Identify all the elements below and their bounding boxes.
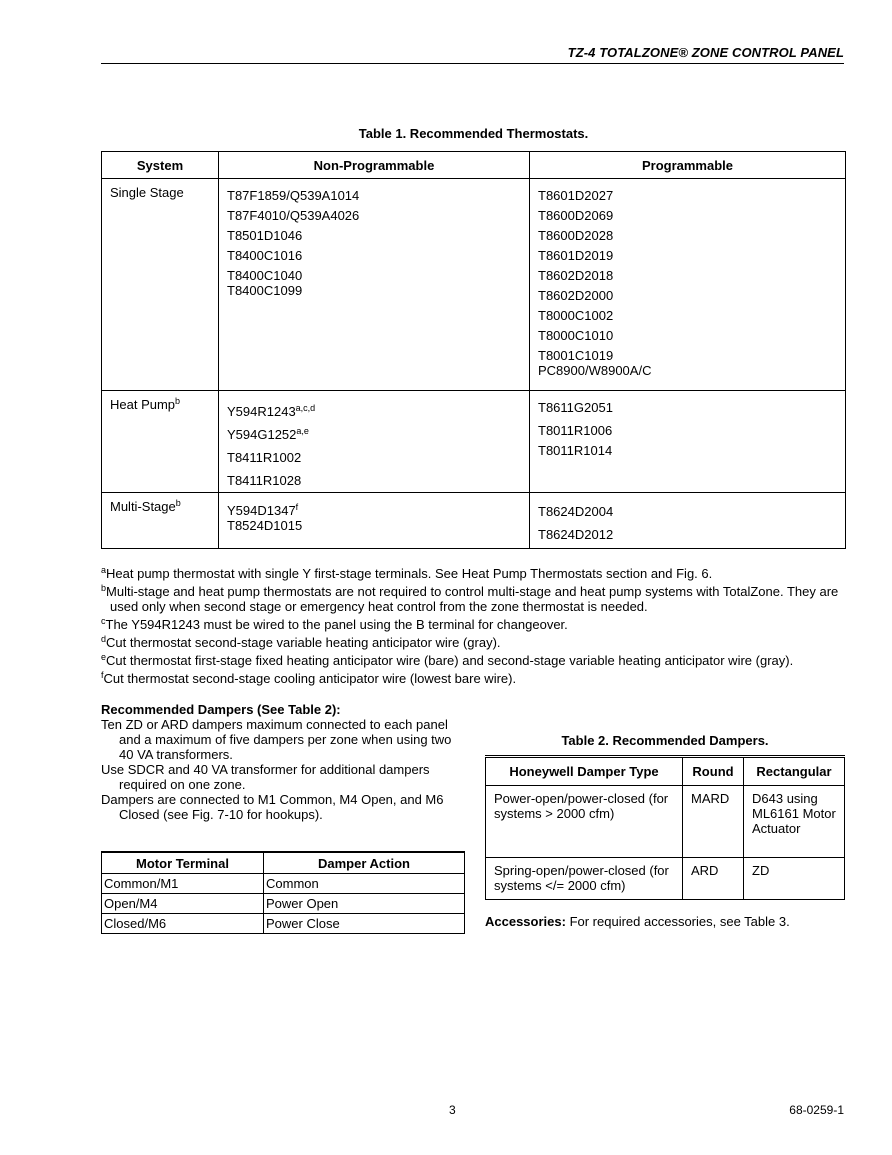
system-label: Single Stage xyxy=(110,185,184,200)
non-programmable-cell xyxy=(219,391,530,493)
motor-table-header-row xyxy=(102,852,465,874)
table-row xyxy=(102,493,846,549)
thermostat-model: T87F1859/Q539A1014 xyxy=(227,188,360,203)
damper-type-cell: Power-open/power-closed (for systems > 2000 cfm) xyxy=(486,786,683,858)
footnote-ref: a,e xyxy=(296,426,309,436)
footnote: $^b$Multi-stage and heat pump thermostats are not required to control multi-stage and heat pump systems with TotalZone. They are used only when second stage or emergency heat control from the zone thermostat is needed. xyxy=(101,583,839,614)
round-cell: MARD xyxy=(683,786,744,858)
section-heading: Recommended Dampers (See Table 2): xyxy=(101,702,341,717)
motor-terminal-cell: Open/M4 xyxy=(102,894,264,914)
damper-action-cell: Power Open xyxy=(264,894,465,914)
thermostat-model: T8602D2000 xyxy=(538,288,614,303)
accessories-note xyxy=(485,914,790,929)
page-number: 3 xyxy=(449,1103,456,1117)
footnote: $^f$Cut thermostat second-stage cooling anticipator wire (lowest bare wire). xyxy=(101,670,517,686)
recommended-dampers-table xyxy=(485,755,845,900)
thermostat-model: T8601D2019 xyxy=(538,248,614,263)
table-row xyxy=(102,179,846,391)
thermostat-model: T8411R1028 xyxy=(227,473,302,488)
header-rule xyxy=(101,63,844,64)
thermostat-model: T8501D1046 xyxy=(227,228,303,243)
accessories-text: For required accessories, see Table 3. xyxy=(565,914,790,929)
recommended-thermostats-table xyxy=(101,151,846,549)
thermostat-model: T8624D2004 xyxy=(538,504,614,519)
footnotes xyxy=(101,566,846,689)
rectangular-cell: D643 using ML6161 Motor Actuator xyxy=(744,786,845,858)
footnote-ref: f xyxy=(295,502,299,512)
table-row xyxy=(102,894,465,914)
thermostat-model: T8011R1006 xyxy=(538,423,613,438)
paragraph: Dampers are connected to M1 Common, M4 Open, and M6 Closed (see Fig. 7-10 for hookups). xyxy=(101,792,444,822)
footnote: $^e$Cut thermostat first-stage fixed heating anticipator wire (bare) and second-stage variable heating anticipator wire (gray). xyxy=(101,652,794,668)
motor-terminal-cell: Closed/M6 xyxy=(102,914,264,934)
table-row xyxy=(102,914,465,934)
damper-action-cell: Power Close xyxy=(264,914,465,934)
system-cell xyxy=(102,493,219,549)
round-cell: ARD xyxy=(683,858,744,900)
thermostat-model: T8001C1019 xyxy=(538,348,614,363)
damper-type-cell: Spring-open/power-closed (for systems </= 2000 cfm) xyxy=(486,858,683,900)
thermostat-model: T8600D2069 xyxy=(538,208,614,223)
thermostat-model: T8524D1015 xyxy=(227,518,303,533)
thermostat-model: T8011R1014 xyxy=(538,443,613,458)
accessories-label: Accessories: xyxy=(485,914,566,929)
thermostat-model: T8624D2012 xyxy=(538,527,614,542)
table-row xyxy=(102,391,846,493)
column-header-damper-action: Damper Action xyxy=(264,852,465,874)
paragraph: Use SDCR and 40 VA transformer for additional dampers required on one zone. xyxy=(101,762,430,792)
thermostat-model: PC8900/W8900A/C xyxy=(538,363,652,378)
system-label: Heat Pump xyxy=(110,397,176,412)
damper-action-cell: Common xyxy=(264,874,465,894)
thermostat-model: T8602D2018 xyxy=(538,268,614,283)
table-row xyxy=(486,858,845,900)
column-header-damper-type: Honeywell Damper Type xyxy=(486,757,683,786)
footnote: $^a$Heat pump thermostat with single Y first-stage terminals. See Heat Pump Thermostats section and Fig. 6. xyxy=(101,565,713,581)
footnote-ref: b xyxy=(175,498,181,508)
header-title: TZ-4 TOTALZONE® ZONE CONTROL PANEL xyxy=(567,45,844,60)
footnote-ref: a,c,d xyxy=(295,403,316,413)
system-cell xyxy=(102,391,219,493)
footnote: $^c$The Y594R1243 must be wired to the panel using the B terminal for changeover. xyxy=(101,616,568,632)
system-label: Multi-Stage xyxy=(110,499,176,514)
system-cell xyxy=(102,179,219,391)
thermostat-model: T8601D2027 xyxy=(538,188,614,203)
motor-terminal-table xyxy=(101,851,465,934)
thermostat-model: T8000C1010 xyxy=(538,328,614,343)
column-header-non-programmable: Non-Programmable xyxy=(219,152,530,179)
table-row xyxy=(102,874,465,894)
thermostat-model: Y594R1243$^{a,c,d}$ xyxy=(227,403,316,419)
non-programmable-cell xyxy=(219,493,530,549)
thermostat-model: T87F4010/Q539A4026 xyxy=(227,208,360,223)
document-number: 68-0259-1 xyxy=(789,1103,844,1117)
column-header-system: System xyxy=(102,152,219,179)
column-header-programmable: Programmable xyxy=(530,152,846,179)
footnote: $^d$Cut thermostat second-stage variable heating anticipator wire (gray). xyxy=(101,634,501,650)
thermostat-model: T8400C1099 xyxy=(227,283,303,298)
programmable-cell xyxy=(530,391,846,493)
table2-header-row xyxy=(486,757,845,786)
non-programmable-cell xyxy=(219,179,530,391)
column-header-round: Round xyxy=(683,757,744,786)
motor-terminal-cell: Common/M1 xyxy=(102,874,264,894)
programmable-cell xyxy=(530,493,846,549)
thermostat-model: T8400C1016 xyxy=(227,248,303,263)
thermostat-model: T8600D2028 xyxy=(538,228,614,243)
paragraph: Ten ZD or ARD dampers maximum connected to each panel and a maximum of five dampers per zone when using two 40 VA transformers. xyxy=(101,717,452,762)
recommended-dampers-section xyxy=(101,702,466,822)
programmable-cell xyxy=(530,179,846,391)
thermostat-model: Y594D1347$^f$ xyxy=(227,502,299,518)
table2-caption: Table 2. Recommended Dampers. xyxy=(561,733,769,748)
thermostat-model: T8000C1002 xyxy=(538,308,614,323)
column-header-rectangular: Rectangular xyxy=(744,757,845,786)
footnote-ref: b xyxy=(175,396,181,406)
thermostat-model: T8611G2051 xyxy=(538,400,613,415)
table1-header-row xyxy=(102,152,846,179)
thermostat-model: Y594G1252$^{a,e}$ xyxy=(227,426,309,442)
rectangular-cell: ZD xyxy=(744,858,845,900)
column-header-motor-terminal: Motor Terminal xyxy=(102,852,264,874)
thermostat-model: T8411R1002 xyxy=(227,450,302,465)
table1-caption: Table 1. Recommended Thermostats. xyxy=(358,126,589,141)
thermostat-model: T8400C1040 xyxy=(227,268,303,283)
table-row xyxy=(486,786,845,858)
